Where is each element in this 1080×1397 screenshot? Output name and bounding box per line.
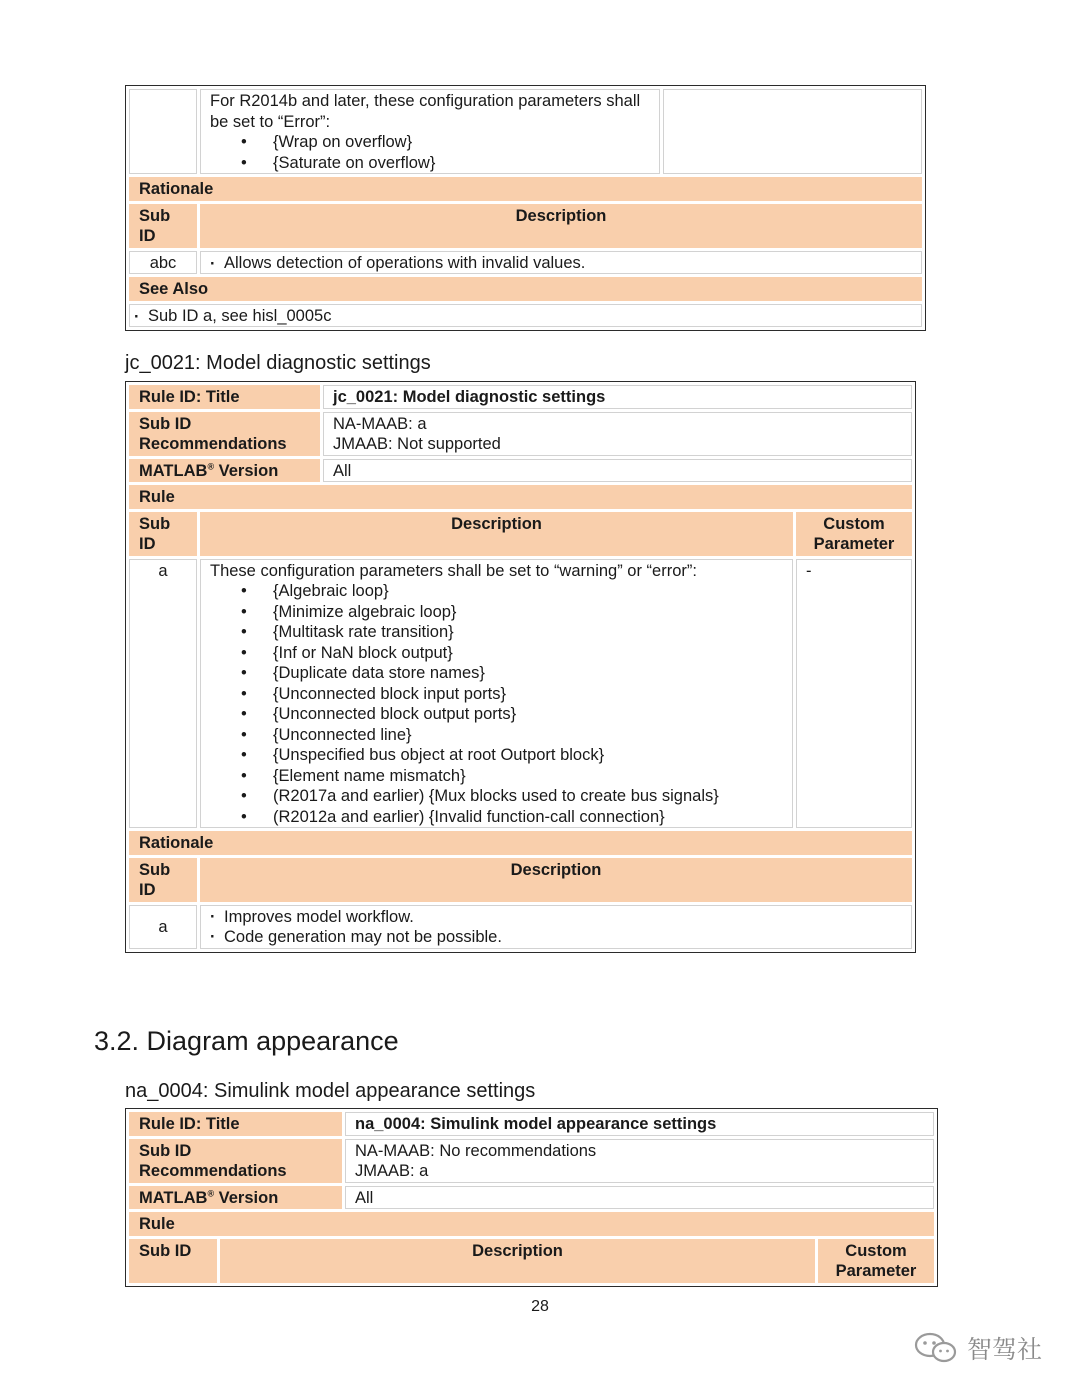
rationale-header: Rationale [129, 177, 922, 201]
list-item: • {Minimize algebraic loop} [210, 602, 783, 623]
subid-header: Sub ID [129, 512, 197, 556]
see-also-header: See Also [129, 277, 922, 301]
config-intro-text: For R2014b and later, these configuration parameters shall be set to “Error”: [210, 92, 641, 131]
rationale-description-header: Description [200, 858, 912, 902]
na-maab-recommendation: NA-MAAB: No recommendations [355, 1141, 597, 1160]
rationale-item: · Code generation may not be possible. [210, 927, 902, 948]
wechat-icon [913, 1331, 959, 1365]
version-label-text: Version [214, 461, 279, 480]
jmaab-recommendation: JMAAB: Not supported [333, 435, 501, 453]
rule-id-label: Rule ID: Title [129, 385, 320, 409]
rule-subid: a [129, 559, 197, 829]
registered-mark: ® [207, 461, 215, 471]
matlab-version-label [129, 459, 320, 483]
diagnostic-bullet-list [210, 581, 783, 827]
list-item: • {Inf or NaN block output} [210, 643, 783, 664]
section-heading-3-2: 3.2. Diagram appearance [94, 1026, 399, 1056]
subid-header: Sub ID [129, 204, 197, 248]
recommendations-label-line: Recommendations [139, 1162, 287, 1180]
custom-parameter-header: Custom Parameter [818, 1239, 934, 1283]
list-item: • {Unconnected line} [210, 725, 783, 746]
subid-label-line: Sub ID [139, 414, 192, 433]
rationale-item: · Improves model workflow. [210, 907, 902, 928]
list-item: • {Duplicate data store names} [210, 663, 783, 684]
description-header: Description [200, 512, 793, 556]
empty-custom-param-cell [663, 89, 922, 174]
custom-parameter-value: - [796, 559, 912, 829]
rule-title: na_0004: Simulink model appearance settings [345, 1112, 934, 1136]
description-header: Description [200, 204, 922, 248]
config-description-cell [200, 89, 660, 174]
page-number: 28 [531, 1298, 549, 1315]
rationale-subid: a [129, 905, 197, 949]
rationale-subid: abc [129, 251, 197, 275]
rationale-subid-header: Sub ID [129, 858, 197, 902]
rule-header: Rule [129, 1212, 934, 1236]
see-also-cell [129, 304, 922, 328]
watermark [913, 1330, 1042, 1366]
matlab-version-value: All [323, 459, 912, 483]
list-item: • (R2017a and earlier) {Mux blocks used to create bus signals} [210, 786, 783, 807]
subid-recommendations-label [129, 1139, 342, 1183]
description-header: Description [220, 1239, 815, 1283]
recommendations-value [323, 412, 912, 456]
list-item: • {Algebraic loop} [210, 581, 783, 602]
subid-recommendations-label [129, 412, 320, 456]
matlab-version-value: All [345, 1186, 934, 1210]
list-item: • {Unconnected block output ports} [210, 704, 783, 725]
hisl-rule-table-continued [125, 85, 926, 331]
empty-subid-cell [129, 89, 197, 174]
jc0021-rule-table [125, 381, 916, 953]
list-item: • {Multitask rate transition} [210, 622, 783, 643]
list-item: • {Unconnected block input ports} [210, 684, 783, 705]
na-maab-recommendation: NA-MAAB: a [333, 414, 427, 433]
recommendations-label-line: Recommendations [139, 435, 287, 453]
subid-label-line: Sub ID [139, 1141, 192, 1160]
list-item: • {Wrap on overflow} [210, 132, 650, 153]
section-heading-na0004: na_0004: Simulink model appearance settings [125, 1080, 536, 1102]
rule-id-label: Rule ID: Title [129, 1112, 342, 1136]
rule-title: jc_0021: Model diagnostic settings [323, 385, 912, 409]
rule-intro-text: These configuration parameters shall be set to “warning” or “error”: [210, 561, 697, 580]
watermark-text: 智驾社 [967, 1335, 1043, 1364]
matlab-label-text: MATLAB [139, 461, 208, 480]
version-label-text: Version [214, 1188, 279, 1207]
list-item: • {Unspecified bus object at root Outport block} [210, 745, 783, 766]
recommendations-value [345, 1139, 934, 1183]
matlab-label-text: MATLAB [139, 1188, 208, 1207]
jmaab-recommendation: JMAAB: a [355, 1162, 429, 1180]
list-item: • (R2012a and earlier) {Invalid function-call connection} [210, 807, 783, 828]
rule-header: Rule [129, 485, 912, 509]
config-bullet-list [210, 132, 650, 173]
list-item: • {Saturate on overflow} [210, 153, 650, 174]
subid-header: Sub ID [129, 1239, 217, 1283]
matlab-version-label [129, 1186, 342, 1210]
rule-description-cell [200, 559, 793, 829]
registered-mark: ® [207, 1188, 215, 1198]
list-item: • {Element name mismatch} [210, 766, 783, 787]
rationale-description [200, 905, 912, 949]
see-also-text: · Sub ID a, see hisl_0005c [134, 307, 331, 325]
rationale-description [200, 251, 922, 275]
na0004-rule-table [125, 1108, 938, 1287]
rationale-item: · Allows detection of operations with invalid values. [210, 254, 585, 272]
section-heading-jc0021: jc_0021: Model diagnostic settings [125, 352, 431, 374]
rationale-header: Rationale [129, 831, 912, 855]
custom-parameter-header: Custom Parameter [796, 512, 912, 556]
